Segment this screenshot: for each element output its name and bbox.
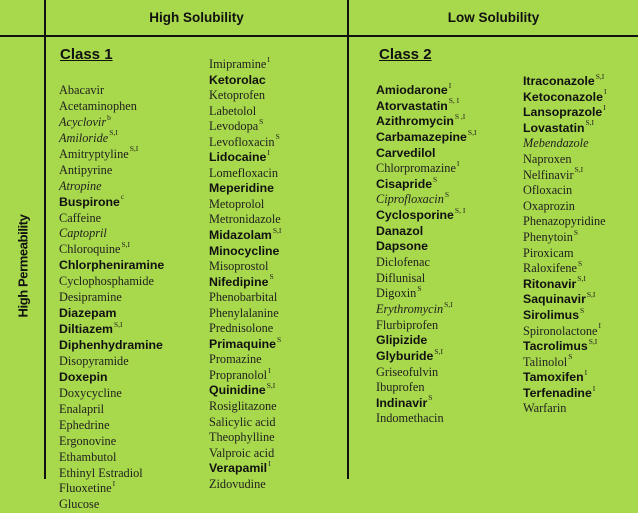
drug-item [376,348,476,364]
drug-name: Danazol [376,223,424,238]
drug-superscript: S [276,334,282,344]
drug-item [523,354,606,370]
drug-superscript: I [267,54,270,64]
drug-name: Ibuprofen [376,380,425,395]
drug-item [59,257,164,273]
drug-name: Amiloride [59,130,109,145]
drug-item [523,245,606,261]
drug-item [59,82,164,98]
drug-item [209,460,281,476]
high-permeability-label: High Permeability [15,214,31,318]
drug-name: Doxepin [59,369,108,384]
drug-name: Spironolactone [523,323,598,338]
drug-name: Phenazopyridine [523,214,606,229]
drug-name: Erythromycin [376,301,444,316]
drug-superscript: S, I [448,96,460,106]
drug-name: Caffeine [59,210,102,225]
drug-name: Fluoxetine [59,481,112,496]
drug-name: Ethinyl Estradiol [59,465,143,480]
drug-superscript: S,I [114,319,123,329]
drug-name: Ethambutol [59,449,117,464]
drug-item [59,114,164,130]
drug-item [209,211,281,227]
drug-item [59,130,164,146]
drug-name: Tamoxifen [523,370,584,385]
drug-name: Piroxicam [523,245,574,260]
drug-name: Diazepam [59,306,117,321]
drug-item [376,145,476,161]
drug-superscript: S,I [577,274,586,284]
drug-superscript: S,I [434,346,443,356]
drug-item [523,400,606,416]
drug-superscript: S,I [586,289,596,299]
drug-item [376,98,476,114]
drug-item [209,351,281,367]
drug-name: Glucose [59,497,100,512]
drug-superscript: S,I [444,299,453,309]
drug-item [59,369,164,385]
drug-name: Digoxin [376,286,417,301]
drug-item [376,207,476,223]
drug-name: Metoprolol [209,196,265,211]
drug-item [376,364,476,380]
drug-name: Ritonavir [523,276,577,291]
drug-name: Nifedipine [209,274,269,289]
drug-name: Acyclovir [59,114,107,129]
drug-item [209,180,281,196]
drug-item [376,223,476,239]
drug-superscript: S,I [272,225,282,235]
drug-item [59,146,164,162]
drug-item [523,307,606,323]
drug-name: Carvedilol [376,145,436,160]
drug-name: Prednisolone [209,321,274,336]
drug-name: Ofloxacin [523,183,573,198]
drug-item [59,162,164,178]
drug-item [523,104,606,120]
drug-name: Enalapril [59,401,105,416]
drug-superscript: I [267,147,270,157]
drug-name: Talinolol [523,354,568,369]
drug-name: Captopril [59,226,107,241]
drug-item [59,385,164,401]
drug-superscript: S [417,284,422,293]
drug-superscript: S [259,116,264,126]
drug-item [523,291,606,307]
drug-name: Saquinavir [523,292,586,307]
drug-item [376,82,476,98]
drug-name: Doxycycline [59,385,122,400]
drug-item [209,103,281,119]
drug-item [59,289,164,305]
drug-name: Propranolol [209,367,268,382]
drug-name: Oxaprozin [523,198,575,213]
drug-name: Minocycline [209,243,280,258]
drug-item [59,337,164,353]
drug-superscript: S [269,272,274,282]
drug-item [59,480,164,496]
drug-item [523,323,606,339]
drug-name: Rosiglitazone [209,399,277,414]
drug-name: Flurbiprofen [376,317,439,332]
drug-item [523,89,606,105]
drug-item [59,321,164,337]
drug-name: Tacrolimus [523,339,588,354]
drug-item [59,433,164,449]
drug-item [209,445,281,461]
drug-item [209,476,281,492]
drug-name: Phenytoin [523,229,573,244]
drug-name: Meperidine [209,181,274,196]
drug-name: Amitryptyline [59,146,129,161]
drug-superscript: S, I [454,205,466,215]
drug-item [523,338,606,354]
drug-item [209,72,281,88]
drug-name: Lomefloxacin [209,165,278,180]
drug-name: Misoprostol [209,259,269,274]
drug-item [59,98,164,114]
drug-item [209,398,281,414]
drug-name: Cisapride [376,176,433,191]
drug-item [376,379,476,395]
drug-name: Lovastatin [523,120,585,135]
drug-name: Imipramine [209,57,267,71]
drug-superscript: S [580,305,585,315]
drug-superscript: S [428,393,433,403]
drug-item [376,285,476,301]
drug-name: Midazolam [209,228,272,243]
drug-name: Primaquine [209,336,276,351]
drug-item [376,160,476,176]
drug-name: Glyburide [376,348,434,363]
drug-item [523,369,606,385]
drug-name: Levofloxacin [209,134,275,149]
drug-superscript: I [112,479,116,489]
drug-name: Ergonovine [59,433,117,448]
drug-item [59,178,164,194]
drug-item [376,129,476,145]
drug-superscript: S [568,352,573,362]
drug-item [209,87,281,103]
drug-item [376,176,476,192]
drug-item [209,196,281,212]
drug-item [376,191,476,207]
drug-item [523,73,606,89]
drug-item [523,276,606,292]
class-divider-border [347,0,349,479]
class2-drug-list-left [376,82,476,426]
drug-item [59,210,164,226]
drug-superscript: S,I [595,71,605,81]
drug-name: Buspirone [59,194,120,209]
drug-item [209,227,281,243]
drug-name: Phenylalanine [209,305,279,320]
drug-superscript: S [433,174,438,184]
drug-name: Itraconazole [523,74,595,88]
drug-name: Azithromycin [376,114,454,129]
drug-item [376,332,476,348]
drug-name: Griseofulvin [376,364,439,379]
drug-superscript: S,I [588,336,598,346]
drug-superscript: S,I [467,127,477,137]
drug-name: Diltiazem [59,322,113,337]
drug-name: Cyclophosphamide [59,274,154,289]
class2-title: Class 2 [379,46,432,63]
drug-superscript: I [456,158,460,168]
drug-name: Amiodarone [376,83,448,97]
drug-superscript: S,I [585,118,595,128]
drug-item [209,336,281,352]
drug-name: Indomethacin [376,411,444,426]
drug-item [59,225,164,241]
drug-item [523,151,606,167]
drug-name: Labetolol [209,103,257,118]
drug-superscript: S [275,132,280,142]
drug-item [376,254,476,270]
drug-name: Glipizide [376,333,428,348]
class1-drug-list-right [209,56,281,491]
drug-item [209,305,281,321]
drug-name: Lansoprazole [523,105,603,120]
drug-name: Zidovudine [209,476,266,491]
drug-name: Chlorpheniramine [59,258,165,273]
drug-item [59,496,164,512]
drug-item [376,238,476,254]
drug-superscript: I [598,321,601,331]
drug-name: Ketoconazole [523,89,603,104]
drug-name: Carbamazepine [376,129,467,144]
drug-superscript: c [120,192,125,202]
drug-superscript: I [584,367,588,377]
drug-superscript: S,I [574,165,584,175]
drug-item [209,320,281,336]
drug-name: Mebendazole [523,136,589,151]
drug-item [523,229,606,245]
drug-name: Valproic acid [209,445,275,460]
drug-superscript: S [573,227,579,237]
drug-item [209,258,281,274]
drug-item [59,194,164,210]
drug-name: Terfenadine [523,385,592,400]
drug-item [209,118,281,134]
drug-item [523,167,606,183]
drug-item [523,385,606,401]
drug-name: Diflunisal [376,270,426,285]
drug-item [59,417,164,433]
drug-superscript: S,I [266,381,276,391]
drug-name: Ciprofloxacin [376,192,444,207]
drug-item [209,367,281,383]
drug-item [376,410,476,426]
drug-item [376,113,476,129]
drug-item [376,317,476,333]
side-column-border [44,0,46,479]
drug-item [209,414,281,430]
drug-name: Acetaminophen [59,98,137,113]
drug-name: Atropine [59,178,102,193]
drug-item [209,274,281,290]
drug-item [376,301,476,317]
drug-item [59,449,164,465]
drug-item [209,382,281,398]
drug-name: Chloroquine [59,242,121,257]
drug-item [523,213,606,229]
drug-name: Ketorolac [209,72,266,87]
drug-name: Desipramine [59,290,122,305]
drug-item [523,120,606,136]
drug-item [209,134,281,150]
drug-item [523,260,606,276]
drug-name: Antipyrine [59,162,113,177]
drug-name: Ketoprofen [209,88,265,103]
drug-name: Phenobarbital [209,290,278,305]
drug-name: Lidocaine [209,150,267,165]
drug-item [59,465,164,481]
drug-superscript: I [448,80,452,90]
drug-item [209,289,281,305]
drug-superscript: S [444,190,450,200]
drug-name: Salicylic acid [209,414,276,429]
drug-name: Metronidazole [209,212,281,227]
drug-item [209,429,281,445]
drug-superscript: S,I [121,240,131,250]
drug-item [209,149,281,165]
drug-name: Dapsone [376,239,428,254]
drug-name: Cyclosporine [376,208,454,223]
drug-superscript: I [592,383,596,393]
drug-superscript: S ,I [454,111,466,121]
drug-name: Theophylline [209,430,275,445]
drug-item [209,165,281,181]
class1-drug-list-left [59,82,164,512]
drug-name: Disopyramide [59,353,129,368]
low-solubility-header: Low Solubility [447,10,540,25]
drug-item [209,243,281,259]
drug-name: Quinidine [209,383,266,398]
class1-title: Class 1 [60,46,113,63]
drug-item [59,305,164,321]
drug-item [59,273,164,289]
drug-name: Abacavir [59,83,105,97]
drug-item [59,241,164,257]
drug-item [523,182,606,198]
drug-superscript: I [603,87,607,97]
drug-name: Atorvastatin [376,98,448,113]
drug-item [523,135,606,151]
drug-name: Indinavir [376,395,428,410]
high-solubility-header: High Solubility [149,10,244,25]
drug-item [59,401,164,417]
drug-name: Ephedrine [59,417,110,432]
drug-item [209,56,281,72]
drug-superscript: I [268,458,271,468]
drug-item [376,270,476,286]
drug-superscript: b [107,112,111,122]
drug-name: Nelfinavir [523,167,574,182]
drug-name: Diphenhydramine [59,338,163,352]
drug-name: Warfarin [523,401,567,416]
drug-superscript: S [577,258,583,268]
drug-name: Levodopa [209,119,259,134]
drug-name: Raloxifene [523,261,577,276]
drug-superscript: I [603,102,606,112]
class2-drug-list-right [523,73,606,416]
drug-superscript: I [268,365,271,375]
drug-name: Sirolimus [523,307,580,322]
drug-name: Diclofenac [376,255,430,270]
drug-superscript: S,I [109,128,118,138]
drug-item [59,353,164,369]
drug-name: Promazine [209,352,262,367]
drug-superscript: S,I [129,144,139,154]
drug-name: Chlorpromazine [376,161,456,176]
drug-item [376,395,476,411]
drug-name: Naproxen [523,151,572,166]
drug-name: Verapamil [209,461,268,476]
drug-item [523,198,606,214]
